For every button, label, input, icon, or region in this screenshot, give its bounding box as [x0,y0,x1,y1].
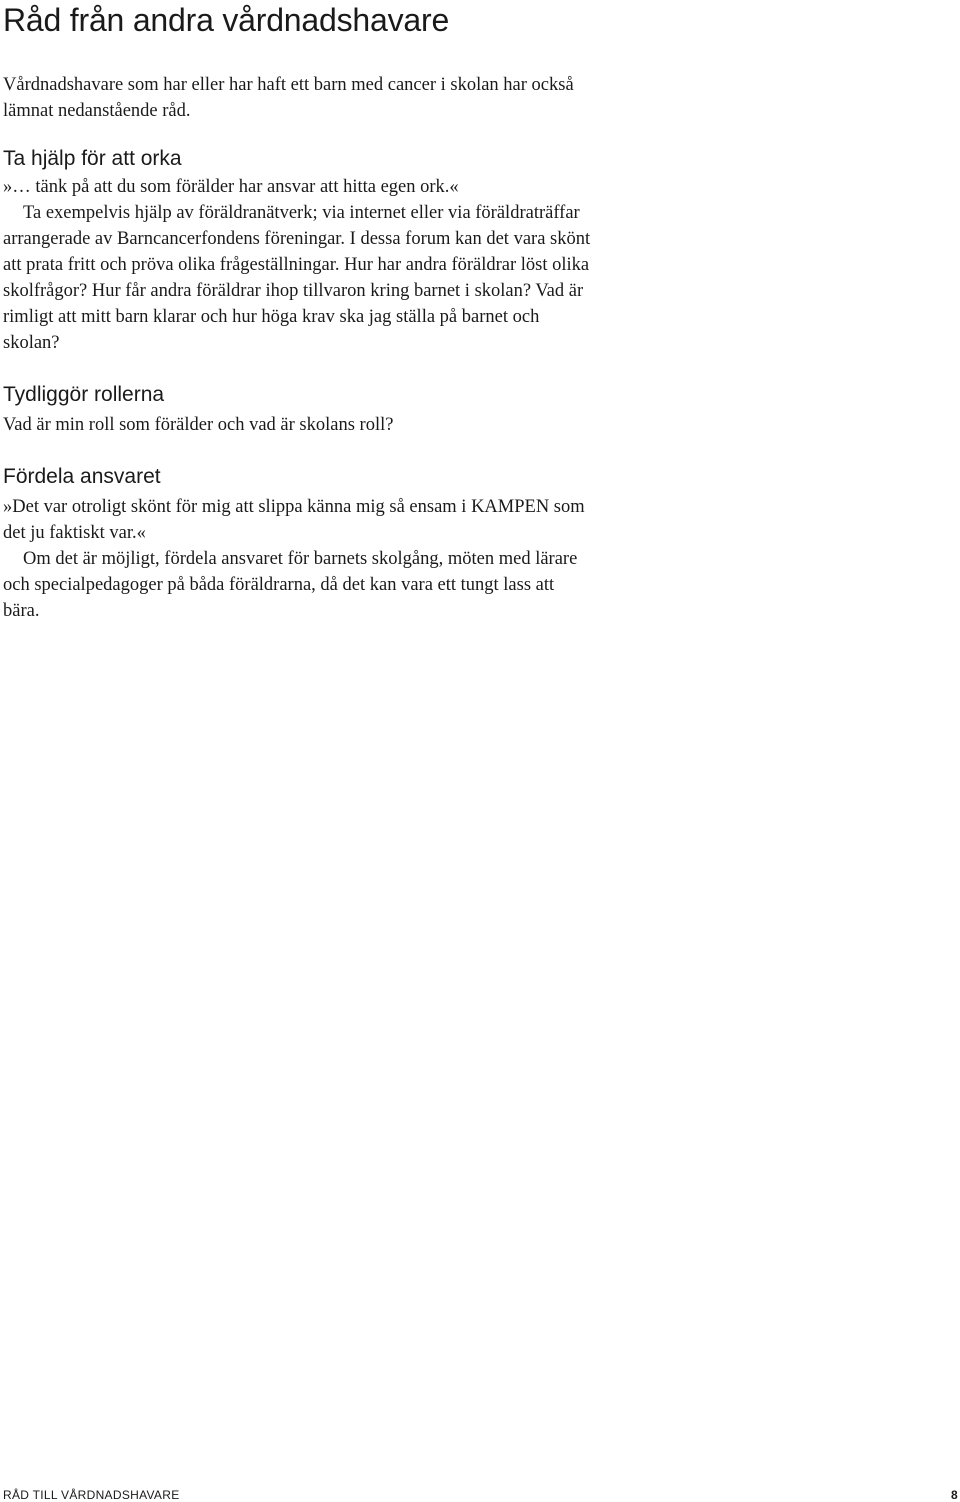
section-ansvaret [3,464,593,624]
section-paragraph: Vad är min roll som förälder och vad är skolans roll? [3,415,394,435]
section-heading: Tydliggör rollerna [3,383,165,406]
document-page [3,0,593,624]
section-heading: Fördela ansvaret [3,465,161,488]
section-quote: »Det var otroligt skönt för mig att slippa känna mig så ensam i KAMPEN som det ju faktiskt var.« [3,497,585,543]
footer-label: RÅD TILL VÅRDNADSHAVARE [3,1488,180,1502]
section-rollerna [3,382,593,438]
section-paragraph: Om det är möjligt, fördela ansvaret för barnets skolgång, möten med lärare och specialpedagoger på båda föräldrarna, då det kan vara ett tungt lass att bära. [3,549,578,621]
page-number: 8 [951,1488,958,1502]
section-orka [3,146,593,356]
section-heading: Ta hjälp för att orka [3,147,182,170]
section-paragraph: Ta exempelvis hjälp av föräldranätverk; via internet eller via föräldraträffar arrangerade av Barncancerfondens föreningar. I dessa forum kan det vara skönt att prata fritt och pröva olika frågeställningar. Hur har andra föräldrar löst olika skolfrågor? Hur får andra föräldrar ihop tillvaron kring barnet i skolan? Vad är rimligt att mitt barn klarar och hur höga krav ska jag ställa på barnet och skolan? [3,203,591,353]
section-quote: »… tänk på att du som förälder har ansvar att hitta egen ork.« [3,177,459,197]
page-title: Råd från andra vårdnadshavare [3,2,450,38]
intro-paragraph: Vårdnadshavare som har eller har haft ett barn med cancer i skolan har också lämnat nedanstående råd. [3,75,574,121]
